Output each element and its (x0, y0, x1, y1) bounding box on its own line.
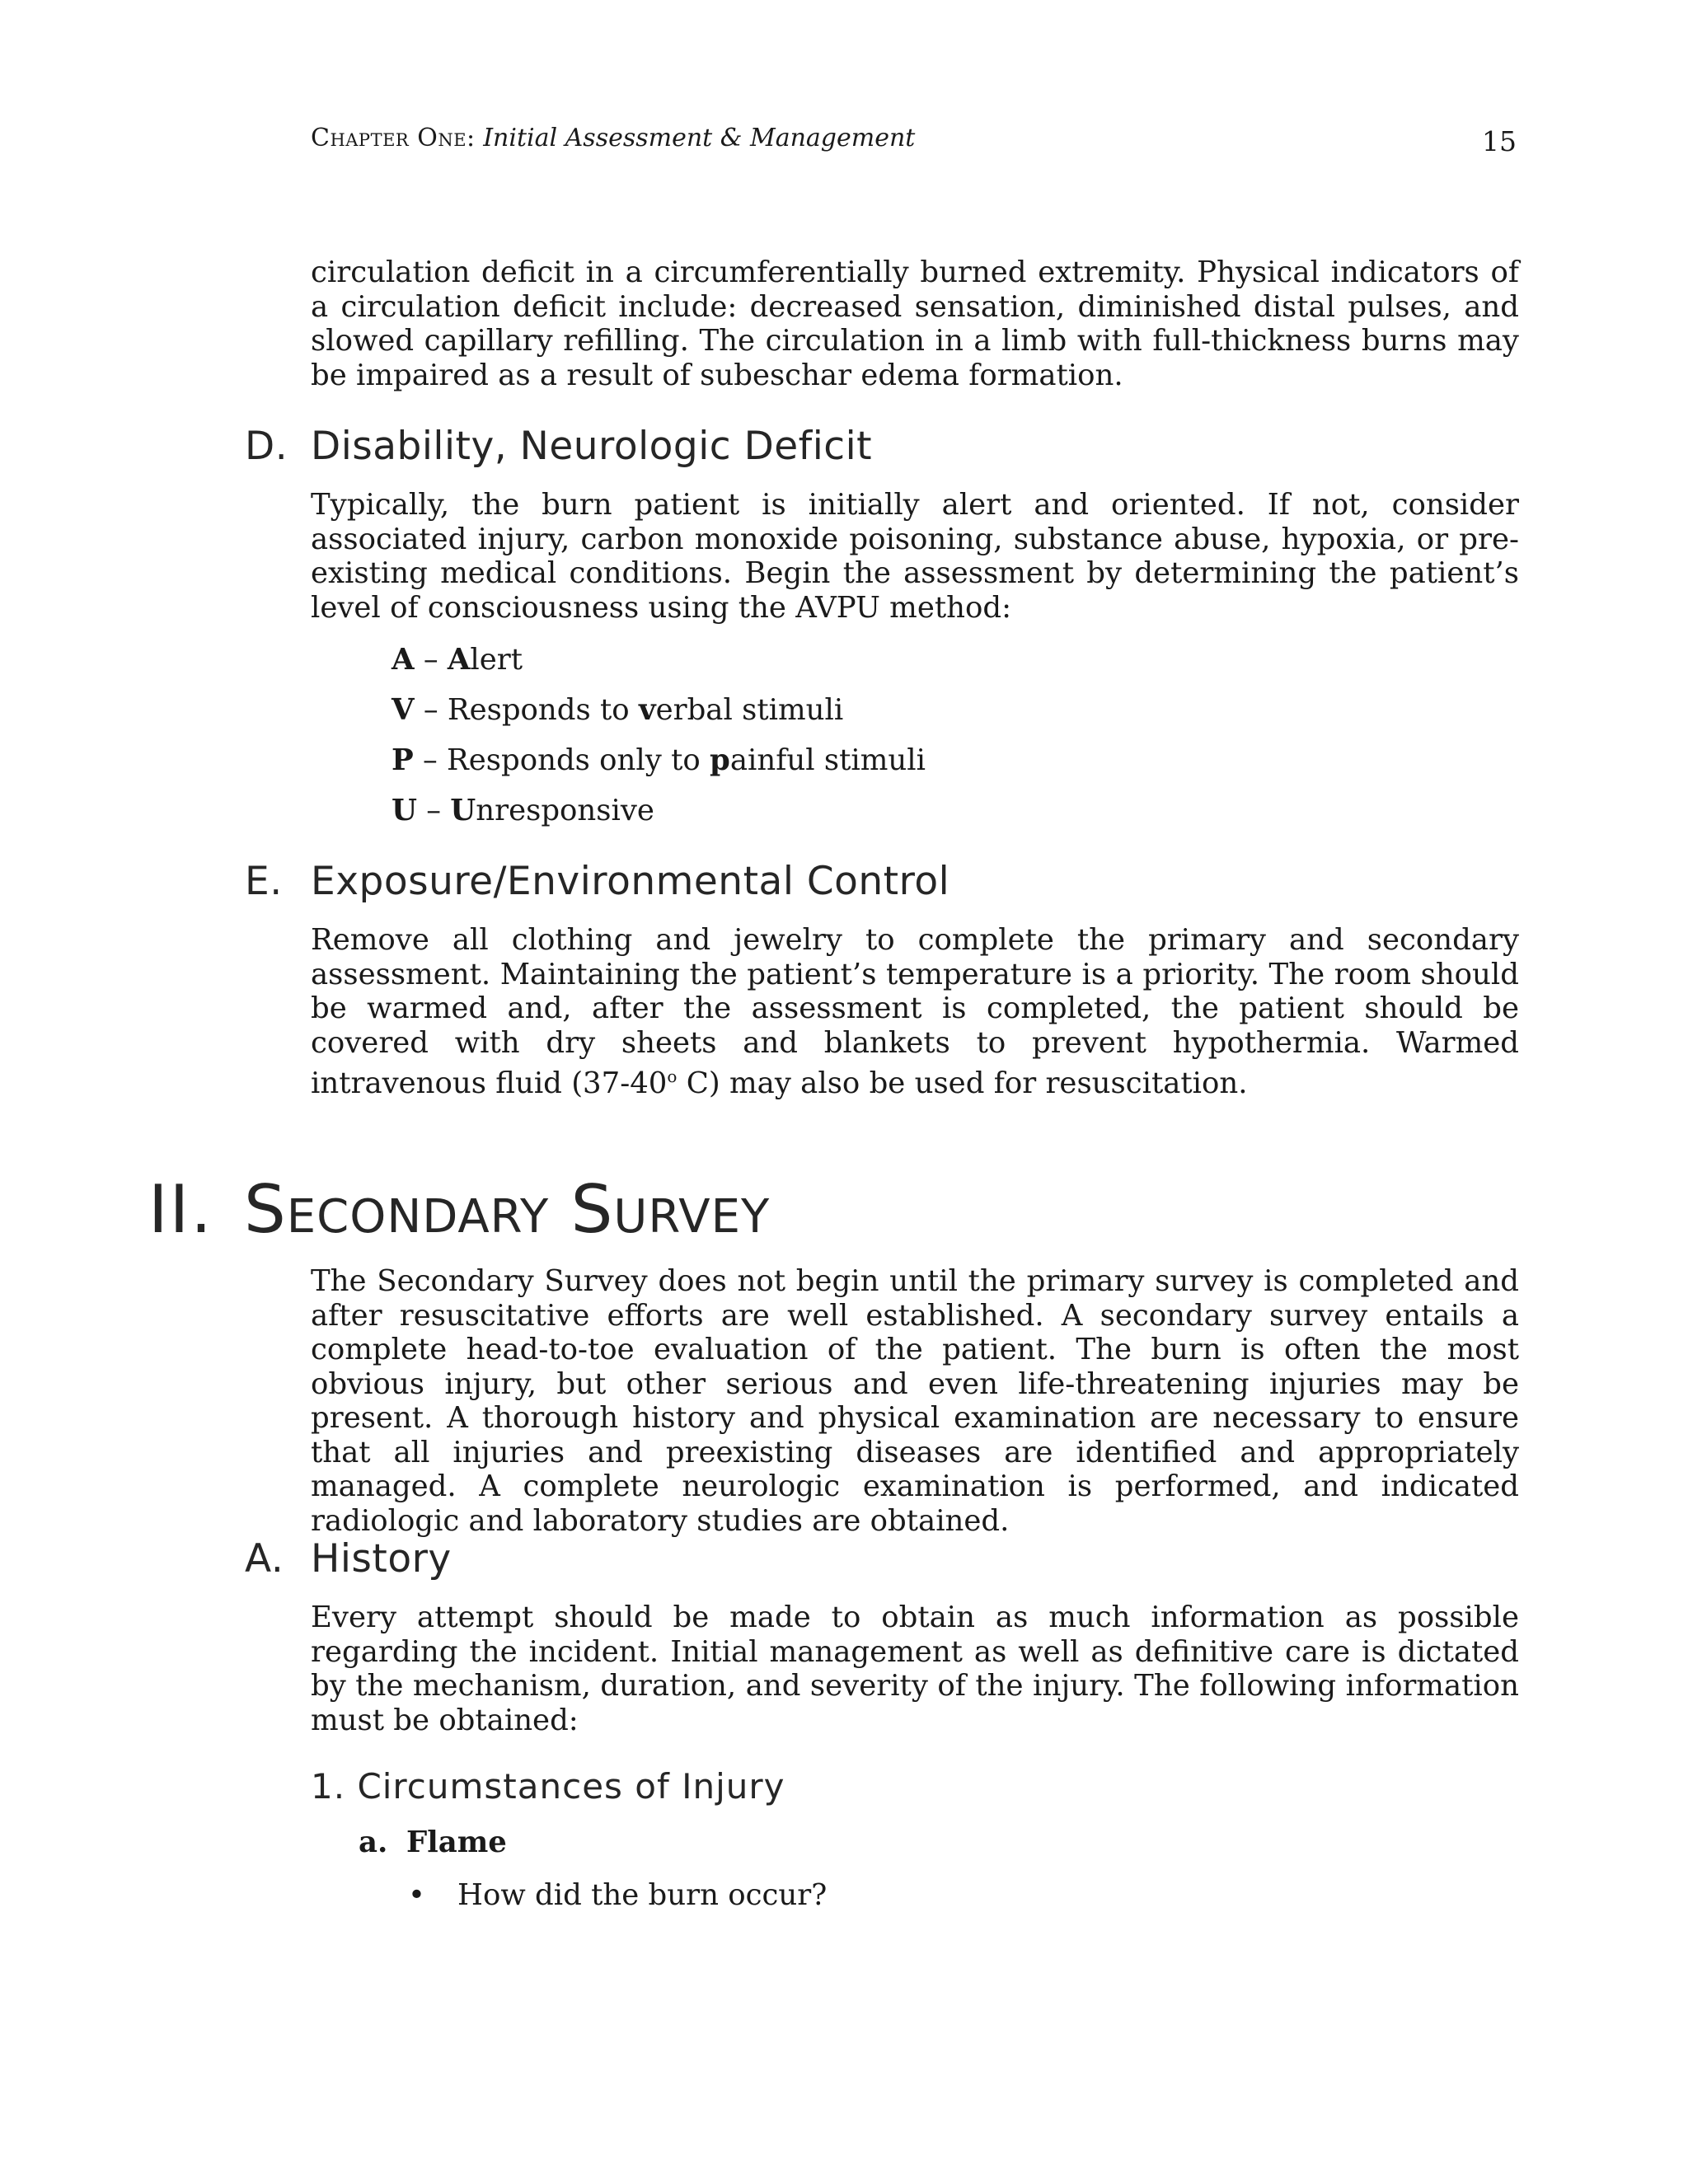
item-a-heading (359, 1825, 507, 1861)
section-d-title: Disability, Neurologic Deficit (311, 424, 873, 469)
subsection-1-heading (311, 1765, 785, 1808)
running-header (311, 122, 1517, 158)
bullet-text: How did the burn occur? (457, 1878, 828, 1912)
avpu-item-unresponsive (392, 794, 654, 828)
subsection-1-label: 1. (311, 1766, 346, 1807)
avpu-letter: P (392, 743, 414, 777)
section-ii-number: II. (148, 1171, 213, 1248)
bullet-item (408, 1877, 827, 1914)
avpu-item-alert (392, 643, 523, 677)
avpu-text-after: nresponsive (476, 794, 654, 827)
avpu-text-after: erbal stimuli (655, 693, 844, 727)
avpu-key-letter: v (638, 693, 656, 727)
avpu-text-before: Responds to (447, 693, 639, 727)
section-d-label: D. (245, 424, 288, 469)
chapter-label: Chapter One: (311, 124, 476, 152)
section-e-title: Exposure/Environmental Control (311, 859, 950, 904)
section-a-title: History (311, 1536, 452, 1582)
degree-superscript: o (667, 1066, 678, 1086)
section-e-text-end: C) may also be used for resuscitation. (677, 1066, 1248, 1100)
section-a-label: A. (245, 1536, 284, 1582)
avpu-key-letter: p (710, 743, 730, 777)
bullet-dot-icon: • (408, 1878, 425, 1912)
section-e-text: Remove all clothing and jewelry to complete the primary and secondary assessment. Maintaining the patient’s temperature is a priority. The room should be warmed and, after the assessment is completed, the patient should be covered with dry sheets and blankets to prevent hypothermia. Warmed intravenous fluid (37-40 (311, 923, 1519, 1100)
running-title (311, 122, 915, 155)
avpu-text-before: Responds only to (447, 743, 710, 777)
avpu-dash: – (414, 643, 448, 677)
section-ii-title: Secondary Survey (244, 1171, 771, 1248)
item-a-label: a. (359, 1825, 388, 1859)
avpu-dash: – (413, 743, 448, 777)
item-a-title: Flame (406, 1825, 507, 1859)
page-number: 15 (1482, 125, 1517, 157)
avpu-text-after: ainful stimuli (729, 743, 926, 777)
section-ii-paragraph: The Secondary Survey does not begin until the primary survey is completed and after resuscitative efforts are well established. A secondary survey entails a complete head-to-toe evaluation of the patient. The burn is often the most obvious injury, but other serious and even life-threatening injuries may be present. A thorough history and physical examination are necessary to ensure that all injuries and preexisting diseases are identified and appropriately managed. A complete neurologic examination is performed, and indicated radiologic and laboratory studies are obtained. (311, 1264, 1519, 1538)
section-a-paragraph: Every attempt should be made to obtain as much information as possible regarding the incident. Initial management as well as definitive care is dictated by the mechanism, duration, and severity of the injury. The following information must be obtained: (311, 1601, 1519, 1737)
avpu-text-after: lert (470, 643, 523, 677)
section-e-label: E. (245, 859, 283, 904)
section-e-paragraph (311, 923, 1519, 1100)
avpu-dash: – (416, 794, 451, 827)
avpu-letter: V (392, 693, 415, 727)
avpu-key-letter: A (447, 643, 471, 677)
intro-paragraph: circulation deficit in a circumferentially burned extremity. Physical indicators of a circulation deficit include: decreased sensation, diminished distal pulses, and slowed capillary refilling. The circulation in a limb with full-thickness burns may be impaired as a result of subeschar edema formation. (311, 255, 1519, 392)
avpu-item-verbal (392, 693, 843, 728)
section-d-paragraph: Typically, the burn patient is initially alert and oriented. If not, consider associated injury, carbon monoxide poisoning, substance abuse, hypoxia, or pre-existing medical conditions. Begin the assessment by determining the patient’s level of consciousness using the AVPU method: (311, 488, 1519, 625)
chapter-title: Initial Assessment & Management (483, 124, 916, 152)
subsection-1-title: Circumstances of Injury (357, 1766, 785, 1807)
avpu-item-painful (392, 743, 926, 778)
avpu-key-letter: U (450, 794, 476, 827)
avpu-letter: U (392, 794, 417, 827)
avpu-dash: – (414, 693, 448, 727)
avpu-letter: A (392, 643, 415, 677)
